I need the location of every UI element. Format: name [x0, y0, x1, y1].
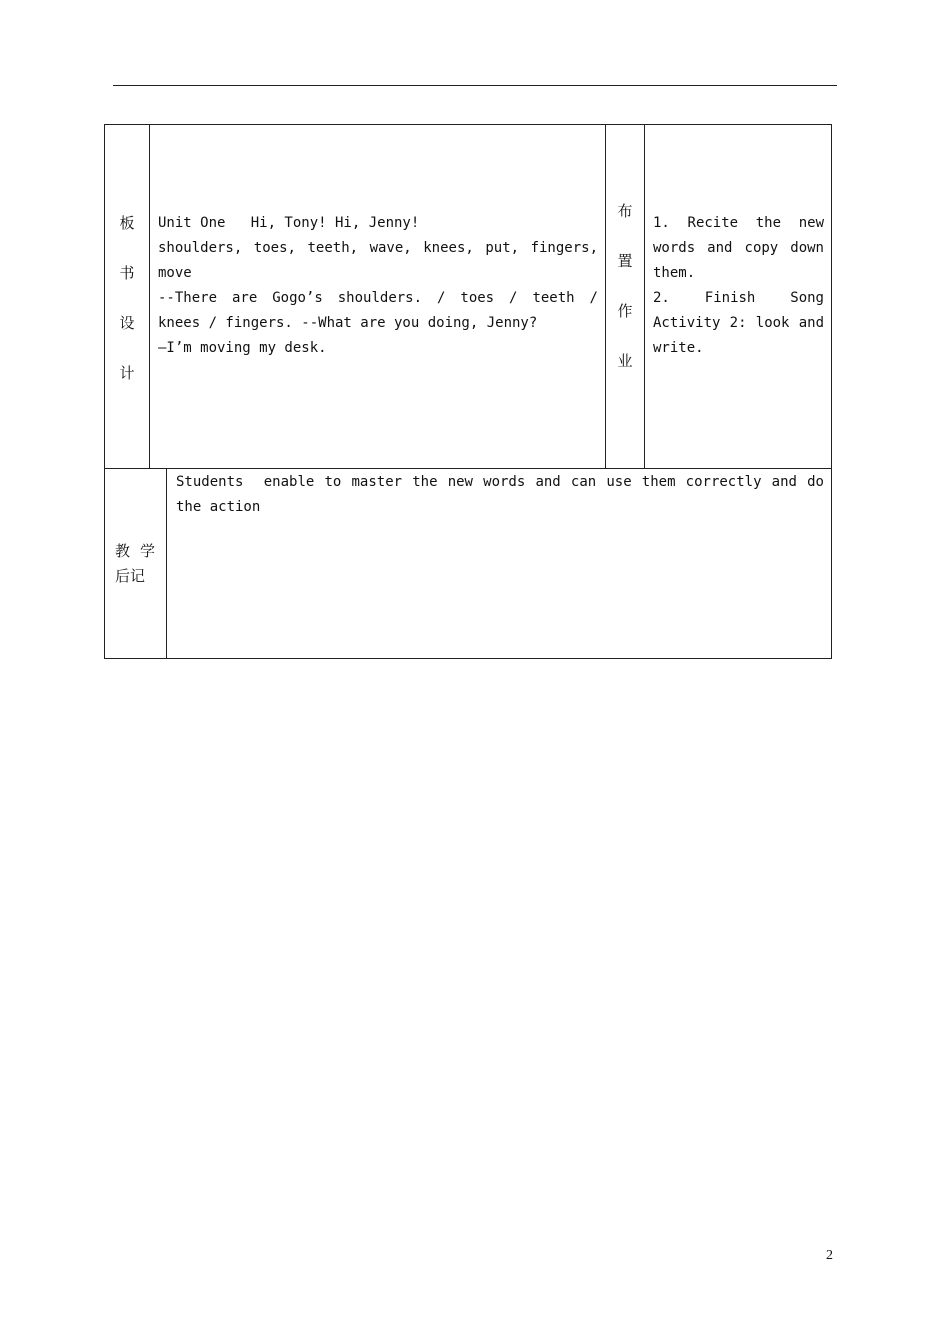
board-design-content-cell	[150, 125, 606, 468]
table-row-board-homework	[104, 124, 832, 469]
text-line: Activity 2: look and	[653, 315, 824, 331]
text-line: Students enable to master the new words and can use them correctly and do	[176, 474, 824, 490]
homework-content-cell	[645, 125, 831, 468]
text-line: them.	[653, 265, 696, 281]
label-char: 布	[617, 202, 633, 220]
label-char: 置	[617, 252, 633, 270]
text-line: –I’m moving my desk.	[158, 340, 327, 356]
page-number: 2	[826, 1248, 833, 1263]
board-design-label	[105, 198, 149, 398]
label-line: 教学	[115, 542, 166, 560]
text-line: 2. Finish Song	[653, 290, 824, 306]
label-char: 业	[617, 352, 633, 370]
homework-text	[653, 211, 824, 361]
board-design-text	[158, 211, 598, 361]
label-char: 书	[119, 264, 135, 282]
table-row-teaching-notes	[104, 468, 832, 659]
text-line: Unit One Hi, Tony! Hi, Jenny!	[158, 215, 420, 231]
text-line: knees / fingers. --What are you doing, Jenny?	[158, 315, 538, 331]
text-line: move	[158, 265, 192, 281]
teaching-notes-text	[176, 470, 824, 520]
text-line: write.	[653, 340, 704, 356]
text-line: 1. Recite the new	[653, 215, 824, 231]
text-line: --There are Gogo’s shoulders. / toes / teeth /	[158, 290, 598, 306]
label-char: 作	[617, 302, 633, 320]
text-line: words and copy down	[653, 240, 824, 256]
teaching-notes-label	[115, 539, 165, 589]
text-line: shoulders, toes, teeth, wave, knees, put, fingers,	[158, 240, 598, 256]
teaching-notes-label-cell	[105, 469, 167, 658]
homework-label	[606, 186, 644, 386]
homework-label-cell	[606, 125, 645, 468]
label-char: 设	[119, 314, 135, 332]
label-char: 计	[119, 364, 135, 382]
label-line: 后记	[115, 567, 146, 585]
label-char: 板	[119, 214, 135, 232]
text-line: the action	[176, 499, 261, 515]
board-design-label-cell	[105, 125, 150, 468]
header-rule	[113, 85, 837, 86]
